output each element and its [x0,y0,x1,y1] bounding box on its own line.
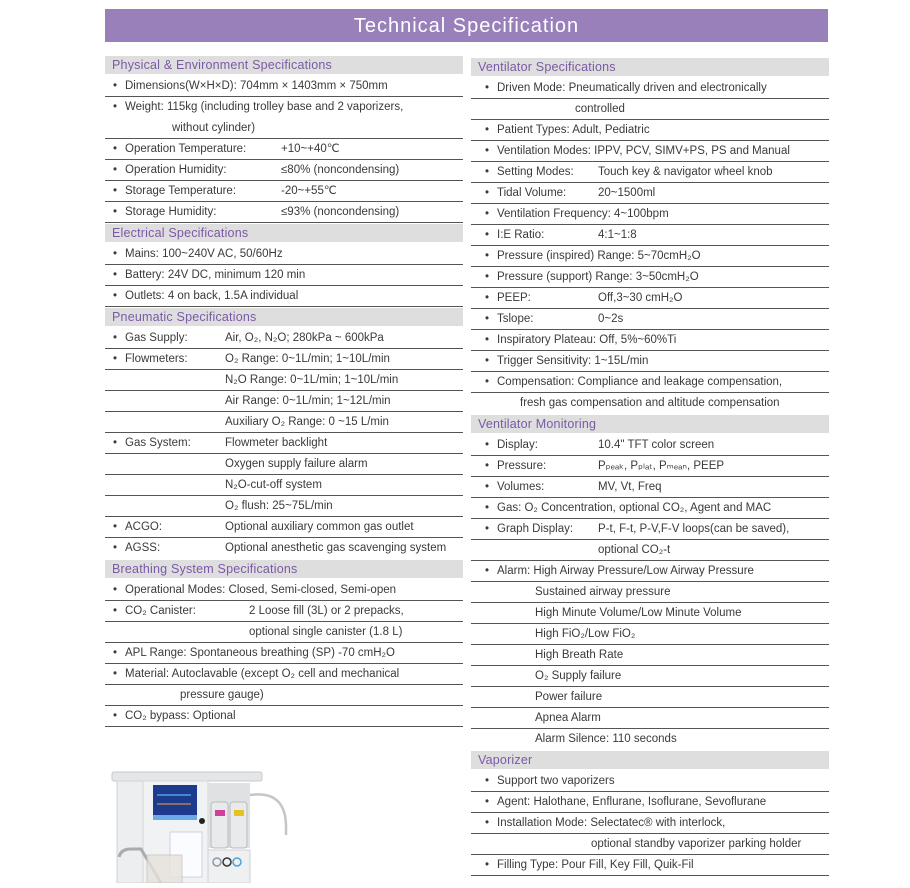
spec-label: Installation Mode: Selectatec® with interlock, [497,817,726,829]
spec-label: Alarm: High Airway Pressure/Low Airway Pressure [497,565,754,577]
spec-row [471,645,829,666]
left-spec-column [105,55,463,727]
bullet-icon: • [485,313,490,325]
bullet-icon: • [113,143,118,155]
bullet-icon: • [113,521,118,533]
spec-value: -20~+55℃ [281,185,337,197]
spec-label: Ventilation Modes: IPPV, PCV, SIMV+PS, PS and Manual [497,145,790,157]
spec-label: Trigger Sensitivity: 1~15L/min [497,355,649,367]
spec-label: ACGO: [125,521,163,533]
spec-row [471,519,829,540]
section-title: Vaporizer [471,751,829,769]
spec-value: Power failure [535,691,603,703]
section-title: Electrical Specifications [105,224,463,242]
spec-row [105,286,463,307]
spec-value: +10~+40℃ [281,143,340,155]
spec-row [471,477,829,498]
spec-label: APL Range: Spontaneous breathing (SP) -70 cmH₂O [125,647,395,659]
bullet-icon: • [485,775,490,787]
spec-label: Tidal Volume: [497,187,567,199]
spec-value: Sustained airway pressure [535,586,671,598]
spec-row [471,582,829,603]
spec-row [105,97,463,118]
bullet-icon: • [485,502,490,514]
bullet-icon: • [113,353,118,365]
bullet-icon: • [485,208,490,220]
bullet-icon: • [485,82,490,94]
anesthesia-machine-image [105,752,300,883]
spec-row [105,517,463,538]
spec-value: ≤80% (noncondensing) [281,164,400,176]
spec-row [471,687,829,708]
spec-row [471,540,829,561]
spec-row [105,328,463,349]
spec-value: optional standby vaporizer parking holder [591,838,802,850]
bullet-icon: • [113,332,118,344]
bullet-icon: • [113,101,118,113]
bullet-icon: • [113,605,118,617]
section-title: Ventilator Monitoring [471,415,829,433]
bullet-icon: • [113,248,118,260]
bullet-icon: • [113,206,118,218]
spec-value: 4:1~1:8 [598,229,637,241]
spec-label: Operation Humidity: [125,164,227,176]
spec-row [471,855,829,876]
bullet-icon: • [113,710,118,722]
spec-row [471,456,829,477]
spec-label: Pressure: [497,460,547,472]
spec-row [105,202,463,223]
spec-value: fresh gas compensation and altitude compensation [520,397,780,409]
spec-label: Material: Autoclavable (except O₂ cell and mechanical [125,668,400,680]
spec-row [471,666,829,687]
section-title: Physical & Environment Specifications [105,56,463,74]
spec-value: Alarm Silence: 110 seconds [535,733,677,745]
spec-value: High Minute Volume/Low Minute Volume [535,607,742,619]
section-title: Pneumatic Specifications [105,308,463,326]
spec-value: Pₚₑₐₖ, Pₚₗₐₜ, Pₘₑₐₙ, PEEP [598,460,725,472]
spec-row [105,265,463,286]
spec-row [105,580,463,601]
spec-label: Storage Humidity: [125,206,217,218]
spec-label: Patient Types: Adult, Pediatric [497,124,650,136]
bullet-icon: • [113,437,118,449]
bullet-icon: • [113,668,118,680]
bullet-icon: • [485,187,490,199]
spec-row [105,76,463,97]
spec-value: N₂O-cut-off system [225,479,322,491]
spec-label: Mains: 100~240V AC, 50/60Hz [125,248,283,260]
spec-row [471,78,829,99]
bullet-icon: • [113,164,118,176]
spec-row [471,498,829,519]
spec-row [105,706,463,727]
spec-value: MV, Vt, Freq [598,481,662,493]
spec-row [105,622,463,643]
spec-value: Off,3~30 cmH₂O [598,292,683,304]
spec-row [471,309,829,330]
spec-label: Display: [497,439,538,451]
spec-row [105,349,463,370]
spec-value: High Breath Rate [535,649,624,661]
bullet-icon: • [485,565,490,577]
spec-label: CO₂ Canister: [125,605,196,617]
spec-row [105,391,463,412]
spec-value: Air, O₂, N₂O; 280kPa ~ 600kPa [225,332,384,344]
spec-row [105,433,463,454]
spec-row [471,603,829,624]
spec-label: AGSS: [125,542,161,554]
section-header-pneumatic-specifications [105,307,463,328]
spec-value: Apnea Alarm [535,712,601,724]
spec-row [471,435,829,456]
bullet-icon: • [113,269,118,281]
bullet-icon: • [485,859,490,871]
bullet-icon: • [485,145,490,157]
spec-label: Gas: O₂ Concentration, optional CO₂, Agent and MAC [497,502,772,514]
spec-label: Gas System: [125,437,191,449]
spec-row [471,393,829,414]
spec-row [471,204,829,225]
spec-label: Ventilation Frequency: 4~100bpm [497,208,669,220]
spec-value: ≤93% (noncondensing) [281,206,400,218]
spec-label: Storage Temperature: [125,185,237,197]
bullet-icon: • [485,460,490,472]
spec-row [471,141,829,162]
spec-label: Gas Supply: [125,332,188,344]
spec-row [471,99,829,120]
bullet-icon: • [113,647,118,659]
spec-row [471,267,829,288]
bullet-icon: • [485,523,490,535]
spec-row [471,834,829,855]
spec-value: O₂ Supply failure [535,670,622,682]
section-header-ventilator-monitoring [471,414,829,435]
spec-label: Volumes: [497,481,545,493]
spec-row [105,412,463,433]
spec-row [471,372,829,393]
spec-row [471,624,829,645]
spec-label: Setting Modes: [497,166,574,178]
bullet-icon: • [113,542,118,554]
spec-label: Support two vaporizers [497,775,615,787]
spec-row [471,162,829,183]
spec-row [471,561,829,582]
spec-row [105,244,463,265]
spec-value: Optional auxiliary common gas outlet [225,521,414,533]
bullet-icon: • [485,124,490,136]
bullet-icon: • [113,584,118,596]
spec-value: Air Range: 0~1L/min; 1~12L/min [225,395,391,407]
bullet-icon: • [485,439,490,451]
spec-row [105,643,463,664]
spec-row [105,496,463,517]
bullet-icon: • [485,481,490,493]
spec-value: High FiO₂/Low FiO₂ [535,628,636,640]
bullet-icon: • [485,166,490,178]
section-title: Breathing System Specifications [105,560,463,578]
bullet-icon: • [113,185,118,197]
spec-label: Inspiratory Plateau: Off, 5%~60%Ti [497,334,677,346]
spec-value: optional single canister (1.8 L) [249,626,403,638]
spec-row [105,181,463,202]
spec-row [105,118,463,139]
spec-label: PEEP: [497,292,531,304]
spec-label: Compensation: Compliance and leakage compensation, [497,376,783,388]
spec-row [471,351,829,372]
spec-row [105,475,463,496]
spec-value: P-t, F-t, P-V,F-V loops(can be saved), [598,523,790,535]
spec-value: Flowmeter backlight [225,437,328,449]
spec-value: 0~2s [598,313,624,325]
bullet-icon: • [113,290,118,302]
bullet-icon: • [113,80,118,92]
spec-row [471,813,829,834]
spec-row [471,792,829,813]
spec-value: 20~1500ml [598,187,656,199]
spec-label: I:E Ratio: [497,229,545,241]
spec-label: Operational Modes: Closed, Semi-closed, Semi-open [125,584,397,596]
spec-value: without cylinder) [172,122,256,134]
spec-row [471,771,829,792]
spec-value: optional CO₂-t [598,544,671,556]
spec-label: Outlets: 4 on back, 1.5A individual [125,290,299,302]
section-header-ventilator-specifications [471,57,829,78]
spec-label: Filling Type: Pour Fill, Key Fill, Quik-Fil [497,859,694,871]
spec-label: Graph Display: [497,523,574,535]
spec-row [471,288,829,309]
spec-value: Optional anesthetic gas scavenging system [225,542,447,554]
spec-label: Agent: Halothane, Enflurane, Isoflurane, Sevoflurane [497,796,767,808]
spec-row [105,664,463,685]
bullet-icon: • [485,292,490,304]
spec-value: N₂O Range: 0~1L/min; 1~10L/min [225,374,399,386]
spec-value: Auxiliary O₂ Range: 0 ~15 L/min [225,416,389,428]
bullet-icon: • [485,271,490,283]
spec-row [105,139,463,160]
spec-row [471,708,829,729]
bullet-icon: • [485,817,490,829]
spec-row [471,183,829,204]
spec-row [105,601,463,622]
spec-value: pressure gauge) [180,689,264,701]
spec-row [471,330,829,351]
bullet-icon: • [485,229,490,241]
spec-value: 10.4" TFT color screen [598,439,715,451]
spec-row [471,729,829,750]
spec-row [471,225,829,246]
spec-row [105,370,463,391]
right-spec-column [471,57,829,876]
bullet-icon: • [485,250,490,262]
page-title: Technical Specification [105,9,828,42]
spec-value: 2 Loose fill (3L) or 2 prepacks, [249,605,404,617]
spec-row [105,538,463,559]
section-title: Ventilator Specifications [471,58,829,76]
spec-label: Driven Mode: Pneumatically driven and electronically [497,82,767,94]
section-header-electrical-specifications [105,223,463,244]
spec-row [105,685,463,706]
spec-label: Flowmeters: [125,353,188,365]
spec-value: Oxygen supply failure alarm [225,458,368,470]
bullet-icon: • [485,334,490,346]
spec-label: Weight: 115kg (including trolley base and 2 vaporizers, [125,101,404,113]
spec-row [105,160,463,181]
section-header-physical-environment-specifications [105,55,463,76]
spec-label: Battery: 24V DC, minimum 120 min [125,269,306,281]
spec-label: Operation Temperature: [125,143,247,155]
section-header-vaporizer [471,750,829,771]
spec-row [471,246,829,267]
spec-row [471,120,829,141]
bullet-icon: • [485,796,490,808]
spec-value: controlled [575,103,625,115]
bullet-icon: • [485,355,490,367]
section-header-breathing-system-specifications [105,559,463,580]
spec-value: O₂ Range: 0~1L/min; 1~10L/min [225,353,390,365]
bullet-icon: • [485,376,490,388]
spec-label: CO₂ bypass: Optional [125,710,236,722]
spec-label: Pressure (support) Range: 3~50cmH₂O [497,271,699,283]
spec-value: O₂ flush: 25~75L/min [225,500,333,512]
spec-value: Touch key & navigator wheel knob [598,166,773,178]
spec-label: Dimensions(W×H×D): 704mm × 1403mm × 750mm [125,80,388,92]
spec-label: Pressure (inspired) Range: 5~70cmH₂O [497,250,701,262]
spec-row [105,454,463,475]
spec-label: Tslope: [497,313,534,325]
